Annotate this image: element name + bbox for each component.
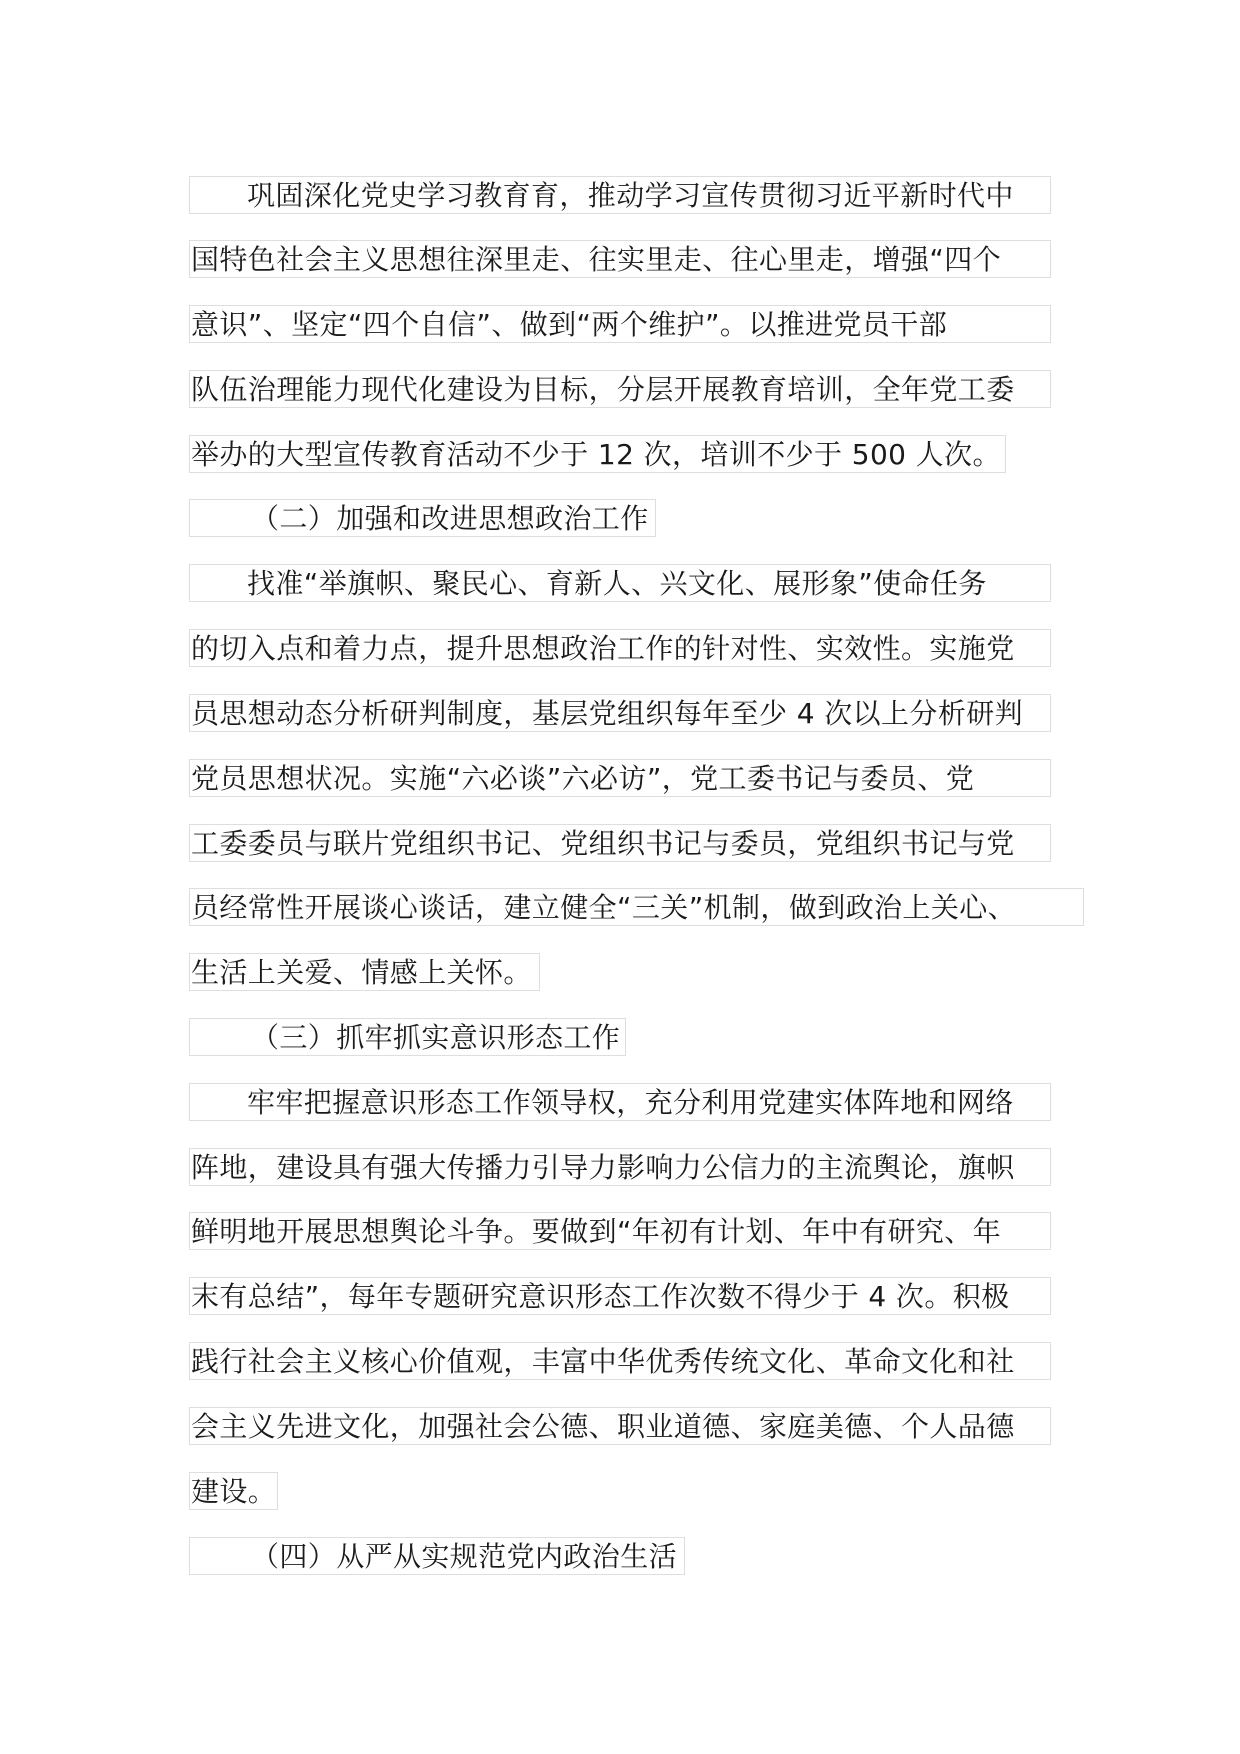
paragraph-line: 工委委员与联片党组织书记、党组织书记与委员，党组织书记与党 <box>189 824 1051 862</box>
paragraph-line: 国特色社会主义思想往深里走、往实里走、往心里走，增强“四个 <box>189 240 1051 278</box>
paragraph-line: 生活上关爱、情感上关怀。 <box>189 953 540 991</box>
paragraph-line: 举办的大型宣传教育活动不少于 12 次，培训不少于 500 人次。 <box>189 435 1006 473</box>
paragraph-line: 践行社会主义核心价值观，丰富中华优秀传统文化、革命文化和社 <box>189 1342 1051 1380</box>
paragraph-line: 鲜明地开展思想舆论斗争。要做到“年初有计划、年中有研究、年 <box>189 1212 1051 1250</box>
paragraph-line: 会主义先进文化，加强社会公德、职业道德、家庭美德、个人品德 <box>189 1407 1051 1445</box>
paragraph-line: 找准“举旗帜、聚民心、育新人、兴文化、展形象”使命任务 <box>189 564 1051 602</box>
section-heading: （二）加强和改进思想政治工作 <box>189 499 656 537</box>
paragraph-line: 巩固深化党史学习教育育，推动学习宣传贯彻习近平新时代中 <box>189 176 1051 214</box>
paragraph-line: 队伍治理能力现代化建设为目标，分层开展教育培训，全年党工委 <box>189 370 1051 408</box>
section-heading: （三）抓牢抓实意识形态工作 <box>189 1018 626 1056</box>
paragraph-line: 阵地，建设具有强大传播力引导力影响力公信力的主流舆论，旗帜 <box>189 1148 1051 1186</box>
paragraph-line: 建设。 <box>189 1472 278 1510</box>
paragraph-line: 牢牢把握意识形态工作领导权，充分利用党建实体阵地和网络 <box>189 1083 1051 1121</box>
paragraph-line: 员思想动态分析研判制度，基层党组织每年至少 4 次以上分析研判 <box>189 694 1051 732</box>
paragraph-line: 员经常性开展谈心谈话，建立健全“三关”机制，做到政治上关心、 <box>189 888 1084 926</box>
section-heading: （四）从严从实规范党内政治生活 <box>189 1537 685 1575</box>
paragraph-line: 的切入点和着力点，提升思想政治工作的针对性、实效性。实施党 <box>189 629 1051 667</box>
paragraph-line: 末有总结”，每年专题研究意识形态工作次数不得少于 4 次。积极 <box>189 1277 1051 1315</box>
paragraph-line: 意识”、坚定“四个自信”、做到“两个维护”。以推进党员干部 <box>189 305 1051 343</box>
paragraph-line: 党员思想状况。实施“六必谈”六必访”，党工委书记与委员、党 <box>189 759 1051 797</box>
